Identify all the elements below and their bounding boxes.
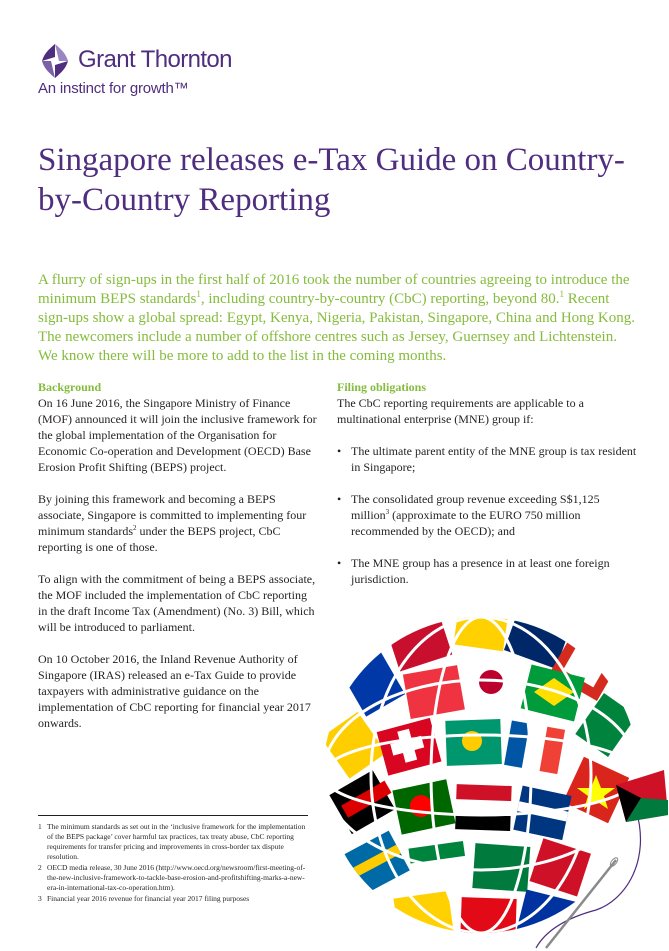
- footnotes: [38, 822, 313, 905]
- background-paragraph-2: [38, 491, 318, 555]
- background-paragraph-4: On 10 October 2016, the Inland Revenue Authority of Singapore (IRAS) released an e-Tax Guide to provide taxpayers with administrative guidance on the implementation of CbC reporting for financial year 2017 onwards.: [38, 652, 311, 730]
- footnote-text: Financial year 2016 revenue for financial year 2017 filing purposes: [47, 894, 250, 903]
- background-section: [38, 380, 318, 747]
- filing-obligations-heading: Filing obligations: [337, 380, 427, 394]
- footnote-1: [38, 822, 313, 862]
- intro-footnote-ref-2: 1: [559, 289, 565, 299]
- brand-name: Grant Thornton: [78, 46, 232, 73]
- flag-globe-illustration: [296, 560, 669, 951]
- footnote-number: 2: [38, 863, 42, 872]
- background-footnote-ref-2: 2: [133, 524, 137, 532]
- filing-bullet-1: • The ultimate parent entity of the MNE group is tax resident in Singapore;: [337, 443, 637, 475]
- filing-footnote-ref-3: 3: [385, 508, 390, 516]
- page-title: Singapore releases e-Tax Guide on Country-by-Country Reporting: [38, 142, 625, 218]
- background-paragraph-3: To align with the commitment of being a BEPS associate, the MOF included the implementation of CbC reporting in the draft Income Tax (Amendment) (No. 3) Bill, which will be introduced to parliament.: [38, 572, 316, 634]
- background-paragraph-2-part1: By joining this framework and becoming a BEPS associate, Singapore is committed to implementing four minimum standards: [38, 492, 307, 538]
- filing-obligations-intro: The CbC reporting requirements are applicable to a multinational enterprise (MNE) group if:: [337, 396, 584, 426]
- filing-bullet-3: • The MNE group has a presence in at least one foreign jurisdiction.: [337, 555, 637, 587]
- footnote-3: [38, 894, 313, 904]
- grant-thornton-logo-mark-icon: [38, 44, 72, 78]
- footnote-divider: [38, 815, 308, 816]
- background-paragraph-2-part2: under the BEPS project, CbC reporting is one of those.: [38, 524, 281, 554]
- intro-footnote-ref-1: 1: [196, 289, 201, 299]
- filing-bullet-2-part1: The consolidated group revenue exceeding S$1,125 million: [351, 492, 600, 522]
- filing-bullet-2-part2: (approximate to the EURO 750 million recommended by the OECD); and: [351, 508, 581, 538]
- intro-text-part1: A flurry of sign-ups in the first half of 2016 took the number of countries agreeing to introduce the minimum BEPS standards: [38, 272, 630, 307]
- footnote-number: 1: [38, 822, 42, 831]
- filing-bullet-2: [337, 491, 637, 539]
- brand-tagline: An instinct for growth™: [38, 80, 189, 97]
- footnote-text: OECD media release, 30 June 2016 (http://www.oecd.org/newsroom/first-meeting-of-the-new-inclusive-framework-to-tackle-base-erosion-and-profitshifting-marks-a-new-era-in-international-tax-co-operation.htm).: [47, 863, 306, 892]
- footnote-text: The minimum standards as set out in the ‘inclusive framework for the implementation of the BEPS package’ cover harmful tax practices, tax treaty abuse, CbC reporting requirements for transfer pricing and improvements in cross-border tax dispute resolution.: [47, 822, 306, 861]
- grant-thornton-logo: [38, 40, 258, 102]
- background-heading: Background: [38, 380, 102, 394]
- intro-text-part2: , including country-by-country (CbC) reporting, beyond 80.: [200, 291, 560, 307]
- background-paragraph-1: On 16 June 2016, the Singapore Ministry of Finance (MOF) announced it will join the inclusive framework for the global implementation of the Organisation for Economic Co-operation and Development (OECD) Base Erosion Profit Shifting (BEPS) project.: [38, 396, 317, 474]
- footnote-number: 3: [38, 894, 42, 903]
- intro-paragraph: [38, 271, 638, 366]
- intro-text-part3: Recent sign-ups show a global spread: Egypt, Kenya, Nigeria, Pakistan, Singapore, China and Hong Kong. The newcomers include a number of offshore centres such as Jersey, Guernsey and Lichtenstein. We know there will be more to add to the list in the coming months.: [38, 291, 635, 364]
- footnote-2: [38, 863, 313, 893]
